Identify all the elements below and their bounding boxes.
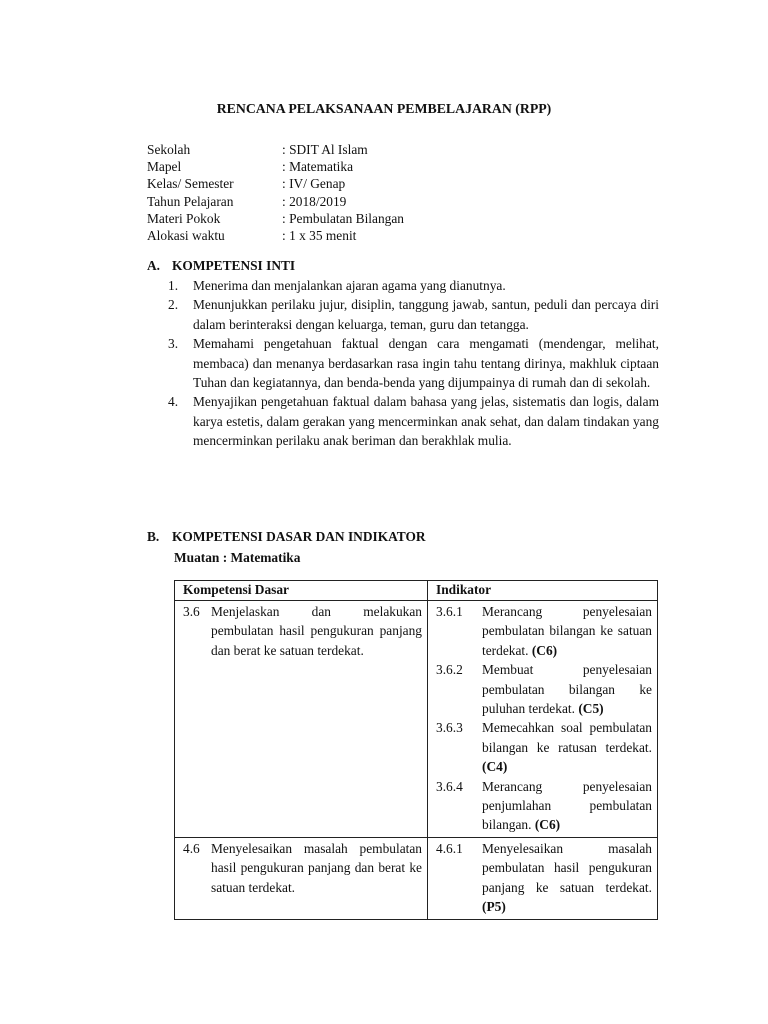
list-text: Memahami pengetahuan faktual dengan cara mengamati (mendengar, melihat, membaca) dan menanya berdasarkan rasa ingin tahu tentang dirinya, makhluk ciptaan Tuhan dan kegiatannya, dan benda-benda yang dijumpainya di rumah dan di sekolah.	[193, 336, 659, 391]
identity-value: : 2018/2019	[282, 193, 347, 209]
indicator-level: (C4)	[482, 759, 508, 775]
indicator-code: 4.6.1	[436, 840, 463, 856]
list-text: Menyajikan pengetahuan faktual dalam bahasa yang jelas, sistematis dan logis, dalam karya estetis, dalam gerakan yang mencerminkan anak sehat, dan dalam tindakan yang mencerminkan perilaku anak beriman dan berakhlak mulia.	[193, 394, 659, 449]
table-row	[175, 601, 658, 838]
document-title: RENCANA PELAKSANAAN PEMBELAJARAN (RPP)	[216, 101, 552, 116]
list-item	[165, 295, 659, 334]
identity-label: Materi Pokok	[147, 210, 221, 226]
list-text: Menunjukkan perilaku jujur, disiplin, tanggung jawab, santun, peduli dan percaya diri dalam berinteraksi dengan keluarga, teman, guru dan tetangga.	[193, 297, 659, 332]
identity-row	[147, 227, 404, 244]
identity-label: Alokasi waktu	[147, 227, 225, 243]
identity-value: : 1 x 35 menit	[282, 227, 357, 243]
list-number: 2.	[168, 297, 179, 313]
list-number: 3.	[168, 336, 179, 352]
list-number: 4.	[168, 394, 179, 410]
indicator-level: (C6)	[534, 817, 561, 833]
list-item	[165, 334, 659, 392]
identity-label: Kelas/ Semester	[147, 176, 234, 192]
identity-value: : SDIT Al Islam	[282, 142, 368, 157]
indicator-code: 3.6.2	[436, 662, 463, 678]
muatan-label: Muatan : Matematika	[174, 550, 301, 565]
kd-entry	[183, 839, 422, 897]
indicator-entry	[436, 660, 652, 718]
kompetensi-inti-list	[165, 276, 659, 451]
identity-row	[147, 210, 404, 227]
indicator-level: (C6)	[531, 642, 558, 658]
section-b-title: KOMPETENSI DASAR DAN INDIKATOR	[172, 529, 426, 544]
indicator-text: Menyelesaikan masalah pembulatan hasil pengukuran panjang ke satuan terdekat.	[482, 840, 652, 895]
indicator-text: Merancang penyelesaian pembulatan bilangan ke satuan terdekat.	[482, 604, 652, 658]
list-item	[165, 276, 659, 295]
indicator-entry	[436, 718, 652, 776]
indicator-level: (C5)	[578, 701, 604, 717]
table-row	[175, 837, 658, 919]
section-a-title: KOMPETENSI INTI	[172, 258, 296, 273]
identity-value: : IV/ Genap	[282, 176, 346, 192]
header-indikator: Indikator	[428, 581, 658, 601]
list-item	[165, 392, 659, 450]
indicator-code: 3.6.3	[436, 720, 463, 736]
indicator-level: (P5)	[482, 899, 506, 915]
section-a-letter: A.	[147, 258, 161, 273]
list-number: 1.	[168, 278, 179, 293]
identity-value: : Matematika	[282, 159, 354, 175]
kd-text: Menjelaskan dan melakukan pembulatan hasil pengukuran panjang dan berat ke satuan terdekat.	[211, 604, 422, 658]
identity-label: Sekolah	[147, 142, 191, 157]
kd-cell	[175, 837, 428, 919]
identity-label: Mapel	[147, 159, 182, 175]
section-b-letter: B.	[147, 529, 160, 544]
table-header-row	[175, 581, 658, 601]
identity-row	[147, 175, 404, 192]
identity-row	[147, 158, 404, 175]
section-b-heading	[147, 529, 426, 545]
kd-code: 4.6	[183, 840, 200, 856]
indicator-entry	[436, 839, 652, 917]
list-text: Menerima dan menjalankan ajaran agama yang dianutnya.	[193, 278, 506, 293]
kd-code: 3.6	[183, 604, 200, 619]
kd-cell	[175, 601, 428, 838]
section-a-heading	[147, 258, 295, 274]
identity-label: Tahun Pelajaran	[147, 193, 234, 209]
identity-block	[147, 141, 404, 244]
identity-value: : Pembulatan Bilangan	[282, 210, 404, 226]
kd-text: Menyelesaikan masalah pembulatan hasil pengukuran panjang dan berat ke satuan terdekat.	[211, 840, 422, 895]
identity-row	[147, 193, 404, 210]
indicator-cell	[428, 837, 658, 919]
indicator-text: Memecahkan soal pembulatan bilangan ke ratusan terdekat.	[482, 720, 652, 755]
header-kompetensi-dasar: Kompetensi Dasar	[175, 581, 428, 601]
identity-row	[147, 141, 404, 158]
indicator-entry	[436, 777, 652, 835]
indicator-text: Membuat penyelesaian pembulatan bilangan ke puluhan terdekat.	[482, 662, 652, 717]
indicator-code: 3.6.4	[436, 778, 463, 794]
indicator-entry	[436, 602, 652, 660]
kd-entry	[183, 602, 422, 660]
indicator-cell	[428, 601, 658, 838]
indicator-code: 3.6.1	[436, 604, 463, 619]
indicator-text: Merancang penyelesaian penjumlahan pembulatan bilangan.	[482, 778, 652, 833]
kompetensi-table	[174, 580, 658, 920]
